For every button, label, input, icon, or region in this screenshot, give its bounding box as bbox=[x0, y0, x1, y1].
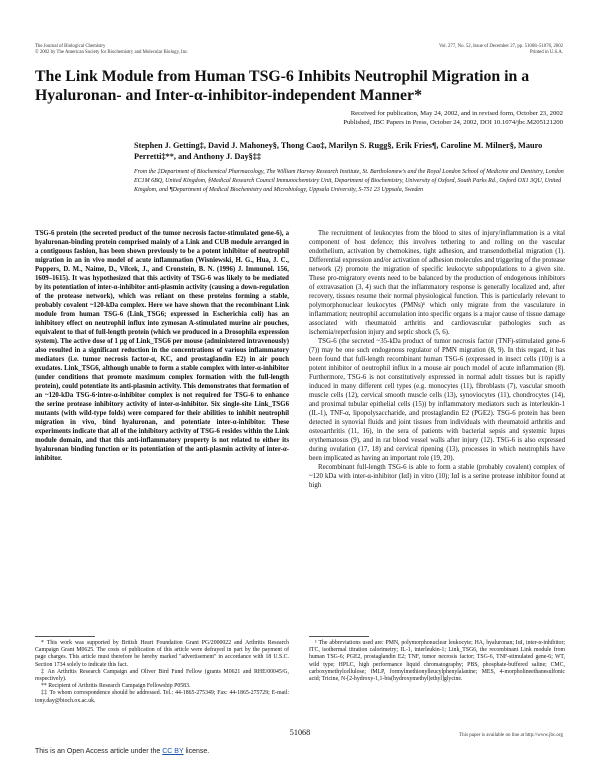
article-title: The Link Module from Human TSG-6 Inhibits Neutrophil Migration in a Hyaluronan- and Inter-α-inhibitor-independent Manner* bbox=[35, 68, 530, 104]
publication-dates bbox=[343, 109, 563, 127]
footnote-divider bbox=[309, 636, 369, 637]
open-access-prefix: This is an Open Access article under the bbox=[35, 748, 161, 755]
journal-availability: This paper is available on line at http://www.jbc.org bbox=[459, 733, 563, 738]
abbreviations-footnote: ¹ The abbreviations used are: PMN, polymorphonuclear leukocyte; HA, hyaluronan; IαI, inter-α-inhibitor; ITC, isothermal titration calorimetry; IL-1, interleukin-1; Link_TSG6, the recombinant Link module from human TSG-6; PGE2, prostaglandin E2; TNF, tumor necrosis factor; TSG-6, TNF-stimulated gene-6; WT, wild type; HPLC, high performance liquid chromatography; PBS, phosphate-buffered saline; CMC, carboxymethylcellulose; fMLP, formylmethionylleucylphenylalanine; MES, 4-morpholineethanesulfonic acid; Tricine, N-[2-hydroxy-1,1-bis(hydroxymethyl)ethyl]glycine. bbox=[309, 640, 565, 683]
introduction bbox=[309, 229, 565, 490]
open-access-notice bbox=[35, 748, 209, 755]
copyright-line: © 2002 by The American Society for Biochemistry and Molecular Biology, Inc. bbox=[35, 50, 189, 55]
footnote-divider bbox=[35, 636, 95, 637]
page-number: 51068 bbox=[289, 728, 311, 737]
journal-name: The Journal of Biological Chemistry bbox=[35, 44, 106, 49]
intro-paragraph: TSG-6 (the secreted ~35-kDa product of tumor necrosis factor (TNF)-stimulated gene-6 (7)) may be one such endogenous regulator of PMN migration (8, 9). In this regard, it has been found that full-length recombinant human TSG-6 (expressed in insect cells (10)) is a potent inhibitor of neutrophil influx in a mouse air pouch model of acute inflammation (8). Furthermore, TSG-6 is not constitutively expressed in normal adult tissues but is rapidly induced in many different cell types (e.g. monocytes (11), fibroblasts (7), vascular smooth muscle cells (12), cervical smooth muscle cells (13), synoviocytes (11), chondrocytes (14), and proximal tubular epithelial cells (15)) by inflammatory mediators such as interleukin-1 (IL-1), TNF-α, lipopolysaccharide, and prostaglandin E2 (PGE2). TSG-6 protein has been detected in synovial fluids and joint tissues from individuals with rheumatoid arthritis and osteoarthritis (11, 16), in the sera of patients with bacterial sepsis and systemic lupus erythematosus (9), and in rat blood vessel walls after injury (12). TSG-6 is also expressed during ovulation (17, 18) and cervical ripening (13), processes in which neutrophils have been implicated as having an important role (19, 20). bbox=[309, 338, 565, 462]
footnote: * This work was supported by British Heart Foundation Grant PG/2000022 and Arthritis Research Campaign Grant M0625. The costs of publication of this article were defrayed in part by the payment of page charges. This article must therefore be hereby marked "advertisement" in accordance with 18 U.S.C. Section 1734 solely to indicate this fact. bbox=[35, 640, 289, 668]
footnotes-right bbox=[309, 640, 565, 683]
open-access-suffix: license. bbox=[185, 748, 210, 755]
intro-paragraph: The recruitment of leukocytes from the blood to sites of injury/inflammation is a vital component of host defence; this involves tethering to and rolling on the vascular endothelium, activation by chemokines, tight adhesion, and transendothelial migration (1). Differential expression and/or activation of adhesion molecules and triggering of the protease network (2) promote the migration of specific leukocyte subpopulations to a given site. These pro-migratory events need to be balanced by the production of endogenous inhibitors of extravasation (3, 4) such that the inflammatory response is generally localized and, after recovery, tissues resume their normal physiological function. This is particularly relevant to polymorphonuclear leukocytes (PMNs)¹ which only migrate from the vasculature in inflammation; neutrophil accumulation into specific organs is a major cause of tissue damage associated with rheumatoid arthritis and cardiovascular pathologies such as ischemia/reperfusion injury and septic shock (5, 6). bbox=[309, 230, 565, 336]
license-link[interactable]: CC BY bbox=[162, 748, 184, 755]
volume-info: Vol. 277, No. 52, Issue of December 27, pp. 51068–51076, 2002 bbox=[439, 44, 563, 49]
abstract: TSG-6 protein (the secreted product of the tumor necrosis factor-stimulated gene-6), a hyaluronan-binding protein comprised mainly of a Link and CUB module arranged in a contiguous fashion, has been shown previously to be a potent inhibitor of neutrophil migration in an in vivo model of acute inflammation (Wisniewski, H. G., Hua, J. C., Poppers, D. M., Naime, D., Vilcek, J., and Cronstein, B. N. (1996) J. Immunol. 156, 1609–1615). It was hypothesized that this activity of TSG-6 was likely to be mediated by its potentiation of inter-α-inhibitor anti-plasmin activity (causing a down-regulation of the protease network), which was reliant on these proteins forming a stable, probably covalent ~120-kDa complex. Here we have shown that the recombinant Link module from human TSG-6 (Link_TSG6; expressed in Escherichia coli) has an inhibitory effect on neutrophil influx into zymosan A-stimulated murine air pouches, equivalent to that of full-length protein (which we produced in a Drosophila expression system). The active dose of 1 μg of Link_TSG6 per mouse (administered intravenously) also resulted in a significant reduction in the concentrations of various inflammatory mediators (i.e. tumor necrosis factor-α, KC, and prostaglandin E2) in air pouch exudates. Link_TSG6, although unable to form a stable complex with inter-α-inhibitor (under conditions that promote maximum complex formation with the full-length protein), could potentiate its anti-plasmin activity. This demonstrates that formation of an ~120-kDa TSG-6·inter-α-inhibitor complex is not required for TSG-6 to enhance the serine protease inhibitory activity of inter-α-inhibitor. Six single-site Link_TSG6 mutants (with wild-type folds) were compared for their abilities to inhibit neutrophil migration in vivo, bind hyaluronan, and potentiate inter-α-inhibitor. These experiments indicate that all of the inhibitory activity of TSG-6 resides within the Link module domain, and that this anti-inflammatory property is not related to either its hyaluronan binding function or its potentiation of the anti-plasmin activity of inter-α-inhibitor. bbox=[35, 230, 289, 462]
printed-in: Printed in U.S.A. bbox=[529, 50, 563, 55]
published-line: Published, JBC Papers in Press, October 24, 2002, DOI 10.1074/jbc.M205121200 bbox=[343, 119, 563, 126]
footnote: ‡‡ To whom correspondence should be addressed. Tel.: 44-1865-275349; Fax: 44-1865-275729; E-mail: tony.day@bioch.ox.ac.uk. bbox=[35, 690, 289, 704]
running-header-left bbox=[35, 44, 188, 56]
footnote: ** Recipient of Arthritis Research Campaign Fellowship P0583. bbox=[41, 683, 191, 690]
intro-paragraph: Recombinant full-length TSG-6 is able to form a stable (probably covalent) complex of ~120 kDa with inter-α-inhibitor (IαI) in vitro (10); IαI is a serine protease inhibitor found at high bbox=[309, 464, 565, 489]
author-list: Stephen J. Getting‡, David J. Mahoney§, Thong Cao‡, Marilyn S. Rugg§, Erik Fries¶, Caroline M. Milner§, Mauro Perretti‡**, and Anthony J. Day§‡‡ bbox=[134, 141, 543, 161]
running-header-right bbox=[439, 44, 563, 56]
footnote: ‡ An Arthritis Research Campaign and Oliver Bird Fund Fellow (grants M0621 and RHE/00045/G, respectively). bbox=[35, 668, 289, 683]
received-line: Received for publication, May 24, 2002, and in revised form, October 23, 2002 bbox=[350, 110, 563, 117]
affiliations: From the ‡Department of Biochemical Pharmacology, The William Harvey Research Institute, St. Bartholomew's and the Royal London School of Medicine and Dentistry, London EC1M 6BQ, United Kingdom, §Medical Research Council Immunochemistry Unit, Department of Biochemistry, University of Oxford, South Parks Rd., Oxford OX1 3QU, United Kingdom, and ¶Department of Medical Biochemistry and Microbiology, Uppsala University, S-751 23 Uppsala, Sweden bbox=[134, 169, 564, 193]
footnotes-left bbox=[35, 640, 289, 705]
